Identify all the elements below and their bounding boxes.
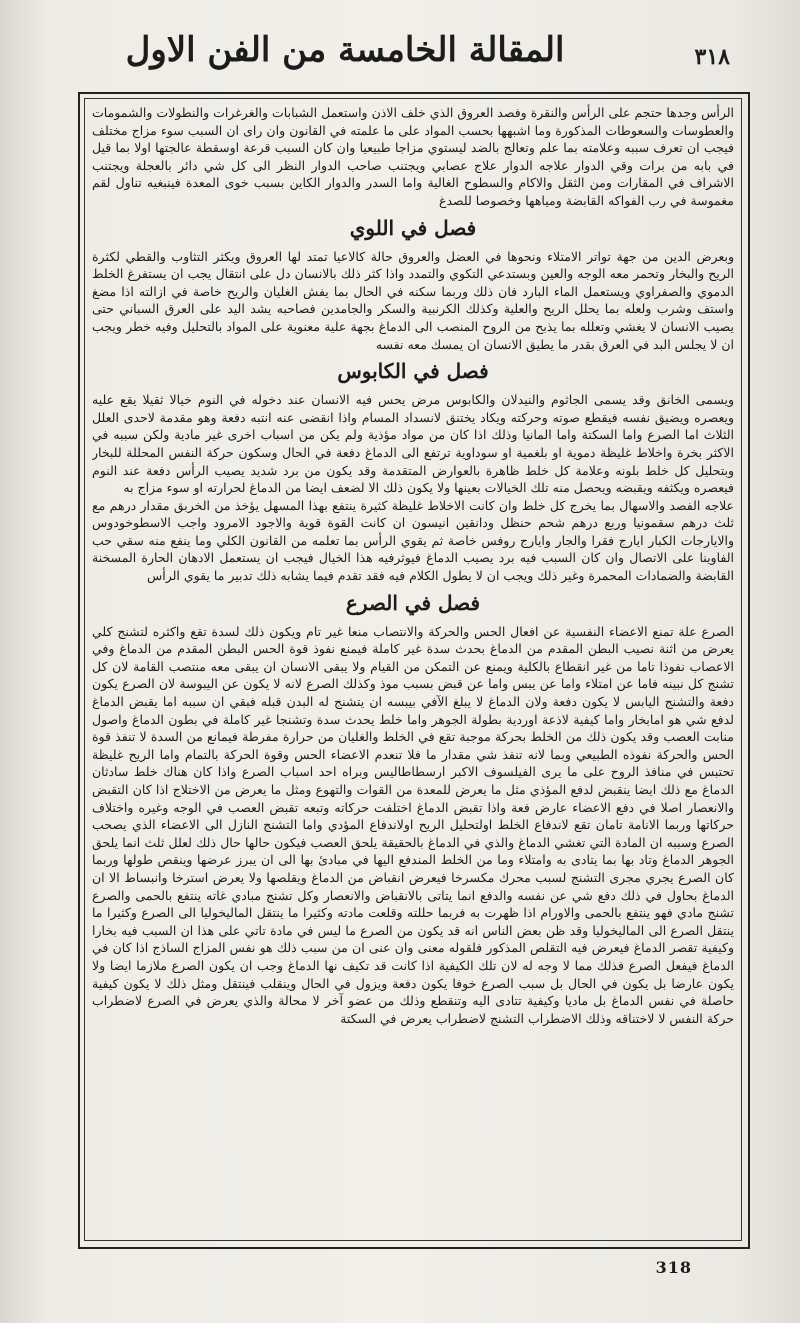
paragraph-kabus: ويسمى الخانق وقد يسمى الجاثوم والنيدلان والكابوس مرض يحس فيه الانسان عند دخوله في النوم خيالا ثقيلا يقع عليه ويعصره ويضيق نفسه فيقطع صوته وحركته ويكاد يختنق لانسداد المسام واذا انقضى عنه انتبه دفعة وهو مقدمة لاحدى العلل الثلاث اما الصرع واما السكتة واما المانيا وذلك اذا كان من مواد مؤذية ولم يكن من اسباب اخرى غير مادية ولكن سببه في الاكثر بخرة واخلاط غليظة دموية او بلغمية او سوداوية ترتفع الى الدماغ دفعة في الحال وسكون حركة النفس المحللة للبخار وبتحليل كل خلط بلونه وعلامة كل خلط ظاهرة بالعوارض المتقدمة وقد يكون من برد شديد يصيب الرأس دفعة عند النوم فيعصره ويكثفه ويقبضه ويحصل منه تلك الخيالات بعينها ولا يكون ذلك الا لضعف ايضا من الدماغ لحرارته او سوء مزاج به: [92, 392, 734, 496]
paragraph-lawi: وبعرض الدين من جهة تواتر الامتلاء ونحوها في العضل والعروق حالة كالاعيا تمتد لها العروق ويكثر التثاوب والقطي لكثرة الريح والبخار وتحمر معه الوجه والعين وبستدعي التكوي والتمدد واذا كثر ذلك بالانسان دل على انتقال يجب ان يستفرغ الخلط الدموي والصفراوي ويستعمل الماء البارد فان ذلك وربما سكنه في الحال بما يفش الغليان والريح خاصة في ازالته اذا مضغ واستف وشرب ولعله بما يحلل الريح والعلية وكذلك الكرنبية والسكر والجامدين فصاحبه يشد اليد على العرق السباني حتى يصيب الانسان لا يغشي وتعلله بما يذبح من الروح المنصب الى الدماغ بجهة علية معنوية على المواد بالتحليل وفيه خطر ويجب ان لا يجلس البد في العرق بقدر ما يطيق الانسان ان يمسك معه نفسه: [92, 248, 734, 352]
paragraph-kabus-treatment: علاجه الفصد والاسهال بما يخرج كل خلط وان كانت الاخلاط غليظة كثيرة ينتفع بهذا المسهل يؤخذ من الخربق مقدار درهم مع ثلث درهم سقمونيا وربع درهم شحم حنظل ودانقين انيسون ان كانت القوة قوية والاجود الامرود واجب الاسطوخودوس والايارجات الكبار ايارج فقرا والجار وايارج روفس خاصة ثم يقوي الرأس بما تعلمه من القانون الكلي وما ينفع منه سقي حب الفاوينا على الاتصال وان كان السبب فيه برد يصيب الدماغ فيوثرفيه هذا الخيال فيجب ان يستعمل الادهان الحارة المسخنة القابضة والضمادات المحمرة وغير ذلك ويجب ان لا يطول الكلام فيه فقد تقدم فيما يشابه ذلك تدبير ما يقوي الرأس: [92, 497, 734, 584]
page-header: [70, 22, 740, 92]
running-title: المقالة الخامسة من الفن الاول: [125, 30, 565, 70]
paragraph-sar: الصرع علة تمنع الاعضاء النفسية عن افعال الحس والحركة والانتصاب منعا غير تام ويكون ذلك لسدة تقع واكثره لتشنج كلي يعرض من اثنة نصيب البطن المقدم من الدماغ بحدث سدة غير كاملة فيمنع نفوذ قوة الحس البطن المقدم من الدماغ وفي الاعصاب نفوذا تاما من غير انقطاع بالكلية ويمنع عن التمكن من القيام ولا يبقى الانسان ان يبقى معه منتصب القامة لان كل تشنج كل نبينه فاما عن امتلاء واما عن يبس واما عن قبض بسبب موذ وكذلك الصرع لانه لا يكون عن اليبوسة لان الصرع يكون دفعة والتشنج اليابس لا يكون دفعة ولان الدماغ لا يبلغ الآفي بيبسه ان يتشنج له البدن قبله فبقي ان سببه اما يقبض الدماغ لدفع شي هو امابخار واما كيفية لاذعة اوردية بطولة الجوهر واما خلط يحدث سدة وتشنجا غير كاملة في بطون الدماغ واصول منابت العصب وقد يكون ذلك من الخلط بحركة موجبة تقع في الخلط والغليان من حرارة مفرطة فيمانع من السدة لا تنفذ قوة الحس والحركة نفوذه الطبيعي وبما لانه تنفذ شي مقدار ما فلا تنعدم الاعضاء الحس وقوة الحركة بالتمام واما الريح غليظة تحتبس في منافذ الروح على ما يرى الفيلسوف الاكبر ارسطاطاليس وبراه احد اسباب الصرع واذا كان هناك خلط سادثان الدماغ مع ذلك ايضا ينقبض لدفع المؤذي مثل ما يعرض للمعدة من القوات والتهوع ومثل ما يعرض من الاختلاج اذا كان التقبض والانعصار اصلا في دفع الاعضاء عارض فعة واذا تقبض الدماغ اختلفت حركاته وتبعه تقبض العصب في الوجه وغيره واختلاف حركاتها وربما الانامة تامان تقع لاندفاع الخلط اولتحليل الريح اولاندفاع المؤدي واما التشنج النازل الى الاعضاء الذي يصحب الصرع وسببه ان المادة التي تغشي الدماغ والذي في الدماغ بالحقيقة يلحق العصب فيكون حالها حال ذلك لعلل ثلث انما يلحق الجوهر الدماغ وتاد بها بما يتادى به وامتلاء وما من الخلط المندفع اليها في مبادئ بها الى ان يبرز عرضها وينقص طولها وربما كان الصرع يجري مجرى التشنج لسبب محرك مكسرخا فيعرض انقباض من الدماغ ويقلصها ولا يعرض استرخا وانبساط الا ان الدماغ بحاول في ذلك دفع شي عن نفسه والدفع انما يتاتى بالانقباض والانعصار وكل تشنج مبادي غاته ينتفع بالحمى والصرع تشنج مادي فهو ينتفع بالحمى والاورام اذا ظهرت به فربما حللته وقلعت مادته وكثيرا ما ينتقل الماليخوليا الى الصرع وكثيرا ما ينتقل الصرع الى الماليخوليا وقد ظن بعض الناس انه قد يكون من الصرع ما ليس في مادة تاتي على هذا ان السبب فيه بخارا وكيفية تقصر الدماغ فيعرض فيه التقلص المذكور فلقوله معنى وان عنى ان من سبب ذلك هو نفس المزاج الساذج اذا كان في الدماغ فيفعل الصرع فذلك مما لا وجه له لان تلك الكيفية اذا كانت قد تكيف نها الدماغ وجب ان يكون الصرع ملازما ايضا ولا يكون عارضا بل يكون في الحال بل سبب الصرع خوفا يكون دفعة ويزول في الحال وينقلب فينتقل ومثل ذلك لا يكون كيفية حاصلة في نفس الدماغ بل ماديا وكيفية تتادى اليه وتنقطع وذلك من عضو آخر لا محالة والذي يعرض في الصرع لاضطراب حركة النفس لا لاختناقه وذلك الاضطراب التشنج لاضطراب يعرض في السكتة: [92, 623, 734, 1026]
section-heading-lawi: فصل في اللوي: [349, 215, 477, 240]
section-heading-sar: فصل في الصرع: [345, 590, 481, 615]
main-text: [92, 104, 734, 1236]
footer-page-number: 318: [655, 1258, 692, 1277]
section-heading-kabus: فصل في الكابوس: [337, 359, 489, 384]
paragraph-continued-treatment: الرأس وجدها حتجم على الرأس والنقرة وفصد العروق الذي خلف الاذن واستعمل الشبابات والغرغرات والنطولات والشمومات والعطوسات والسعوطات المذكورة وما اشبهها بحسب المواد على ما علمته في القانون وان راى ان السبب سوء مزاج مختلف فيجب ان تعرف سببه وعلامته بما علم وتعالج بالضد ليستوي مزاجا طبيعيا وان كان السبب قرعة اوسقطة عالجتها اولا بما قيل في بابه من برات وقي الدوار علاجه الدوار علاج عصابي ويجتنب صاحب الدوار النظر الى كل شي دائر بالعجلة ويجتنب الاشراف في المقارات ومن الثقل والاكام والسطوح الغالية واما السدر والدوار الكاين بسبب خوى المعدة فينبغيه تناول لقم مغموسة في رب الفواكه القابضة ومياهها وخصوصا للصدغ: [92, 105, 734, 208]
header-page-number: ٣١٨: [694, 44, 730, 70]
